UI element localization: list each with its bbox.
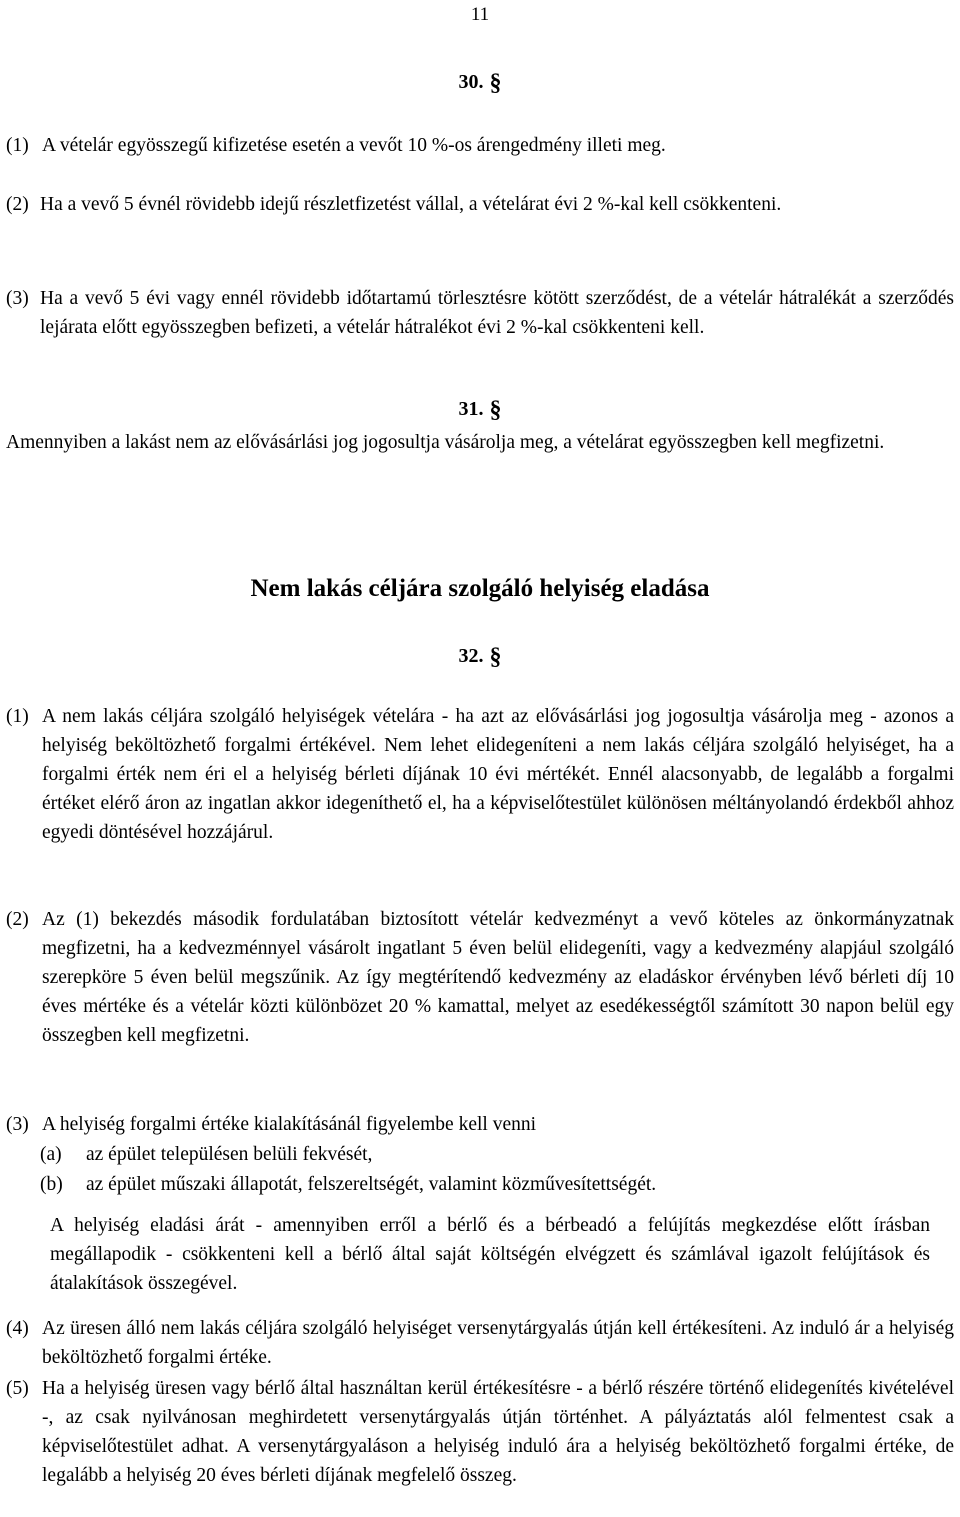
section-30-heading xyxy=(0,70,960,97)
paragraph-number: (4) xyxy=(6,1318,29,1339)
paragraph-text: Az üresen álló nem lakás céljára szolgáló helyiséget versenytárgyalás útján kell értékesíteni. Az induló ár a helyiség beköltözhető forgalmi értéke. xyxy=(42,1318,954,1368)
item-label: (a) xyxy=(40,1144,62,1165)
paragraph-text: Ha a vevő 5 évnél rövidebb idejű részletfizetést vállal, a vételárat évi 2 %-kal kell csökkenteni. xyxy=(40,194,782,215)
section-symbol-icon: § xyxy=(489,70,502,96)
s32-p3-item-a xyxy=(40,1141,372,1169)
paragraph-number: (1) xyxy=(6,135,29,156)
paragraph-number: (3) xyxy=(6,288,29,309)
paragraph-text: Ha a helyiség üresen vagy bérlő által használtan kerül értékesítésre - a bérlő részére történő elidegenítés kivételével -, az csak nyilvánosan meghirdetett versenytárgyalás útján történhet. A pályáztatás alól felmentest csak a képviselőtestület adhat. A versenytárgyaláson a helyiség induló ára a helyiség beköltözhető forgalmi értéke, de legalább a helyiség 20 éves bérleti díjának megfelelő összeg. xyxy=(42,1378,954,1486)
item-label: (b) xyxy=(40,1174,63,1195)
s32-p3-item-b xyxy=(40,1171,656,1199)
section-31-label: 31. xyxy=(458,398,484,420)
section-32-label: 32. xyxy=(458,645,484,667)
paragraph-text: A nem lakás céljára szolgáló helyiségek vételára - ha azt az elővásárlási jog jogosultja vásárolja meg - azonos a helyiség beköltözhető forgalmi értékével. Nem lehet elidegeníteni a nem lakás céljára szolgáló helyiséget, ha a forgalmi érték nem éri el a helyiség bérleti díjának 10 évi mértékét. Ennél alacsonyabb, de legalább a forgalmi értéket elérő áron az ingatlan akkor idegeníthető el, ha a képviselőtestület különösen méltányolandó érdekből ahhoz egyedi döntésével hozzájárul. xyxy=(42,706,954,843)
item-text: az épület településen belüli fekvését, xyxy=(86,1144,373,1165)
paragraph-number: (2) xyxy=(6,909,29,930)
paragraph-number: (2) xyxy=(6,194,29,215)
chapter-heading: Nem lakás céljára szolgáló helyiség eladása xyxy=(250,575,710,602)
section-symbol-icon: § xyxy=(489,644,502,670)
paragraph-text: A helyiség forgalmi értéke kialakításánál figyelembe kell venni xyxy=(42,1114,537,1135)
section-30-label: 30. xyxy=(458,71,484,93)
paragraph-text: A vételár egyösszegű kifizetése esetén a vevőt 10 %-os árengedmény illeti meg. xyxy=(42,135,666,156)
item-text: az épület műszaki állapotát, felszereltségét, valamint közművesítettségét. xyxy=(86,1174,657,1195)
s31-text: Amennyiben a lakást nem az elővásárlási jog jogosultja vásárolja meg, a vételárat egyösszegben kell megfizetni. xyxy=(6,432,885,453)
s32-p3-tail: A helyiség eladási árát - amennyiben erről a bérlő és a bérbeadó a felújítás megkezdése előtt írásban megállapodik - csökkenteni kell a bérlő által saját költségén elvégzett és számlával igazolt felújítások és átalakítások összegével. xyxy=(50,1215,930,1294)
paragraph-number: (1) xyxy=(6,706,29,727)
paragraph-text: Az (1) bekezdés második fordulatában biztosított vételár kedvezményt a vevő köteles az önkormányzatnak megfizetni, ha a kedvezménnyel vásárolt ingatlant 5 éven belül elidegeníti, vagy a kedvezmény alapjául szolgáló szerepköre 5 éven belül megszűnik. Az így megtérítendő kedvezmény az eladáskor érvényben lévő bérleti díj 10 éves mértéke és a vételár közti különbözet 20 % kamattal, melyet az esedékességtől számított 30 napon belül egy összegben kell megfizetni. xyxy=(42,909,954,1046)
paragraph-number: (5) xyxy=(6,1378,29,1399)
paragraph-number: (3) xyxy=(6,1114,29,1135)
section-symbol-icon: § xyxy=(489,397,502,423)
section-31-heading xyxy=(0,397,960,424)
section-32-heading xyxy=(0,644,960,671)
page-number: 11 xyxy=(470,4,490,25)
paragraph-text: Ha a vevő 5 évi vagy ennél rövidebb időtartamú törlesztésre kötött szerződést, de a vételár hátralékát a szerződés lejárata előtt egyösszegben befizeti, a vételár hátralékot évi 2 %-kal csökkenteni kell. xyxy=(40,288,954,338)
